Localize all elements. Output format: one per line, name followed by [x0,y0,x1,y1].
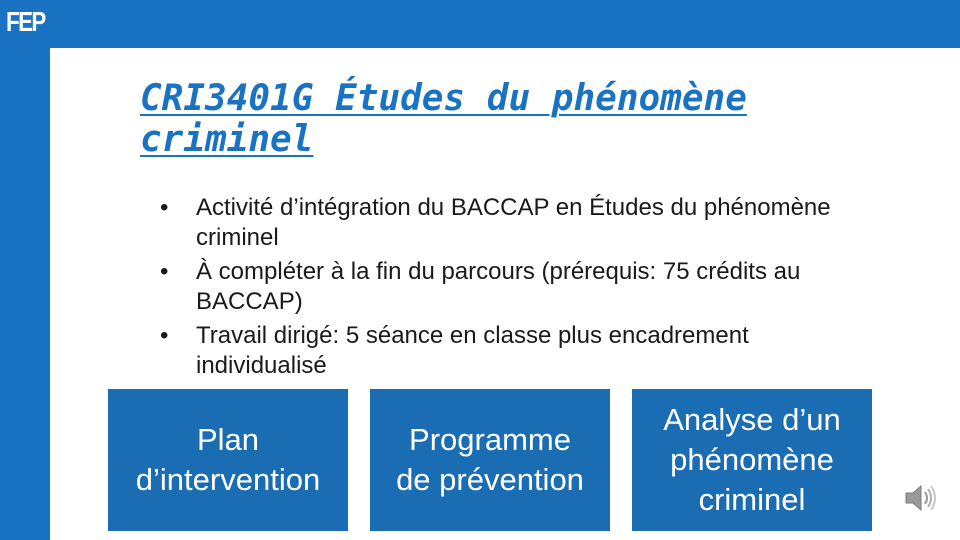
slide-title[interactable] [140,78,880,160]
box-label-line: de prévention [396,462,584,497]
bullet-item [160,257,880,317]
box-label-line: Analyse d’un [663,402,841,437]
bullet-item [160,193,880,253]
bullet-text: Travail dirigé: 5 séance en classe plus encadrement individualisé [196,322,749,379]
bullet-marker: • [160,258,169,285]
box-label-line: Programme [409,422,571,457]
fep-logo: FEP [6,6,45,37]
bullet-marker: • [160,322,169,349]
bullet-list [160,193,880,385]
bullet-text: Activité d’intégration du BACCAP en Études du phénomène criminel [196,194,831,251]
box-label-line: Plan [196,422,260,457]
plan-intervention-box [108,389,348,531]
box-label-line: criminel [698,482,806,517]
slide-title-line-1: CRI3401G Études du phénomène [140,78,747,119]
bullet-item [160,321,880,381]
header-bar [0,0,960,48]
bullet-text: À compléter à la fin du parcours (prérequis: 75 crédits au BACCAP) [196,258,801,315]
bullet-marker: • [160,194,169,221]
slide-title-line-2: criminel [140,119,314,160]
left-accent-bar [0,0,50,540]
analyse-phenomene-box [632,389,872,531]
box-label-line: phénomène [670,442,834,477]
programme-prevention-box [370,389,610,531]
box-label-line: d’intervention [135,462,321,497]
speaker-icon[interactable] [902,480,938,516]
